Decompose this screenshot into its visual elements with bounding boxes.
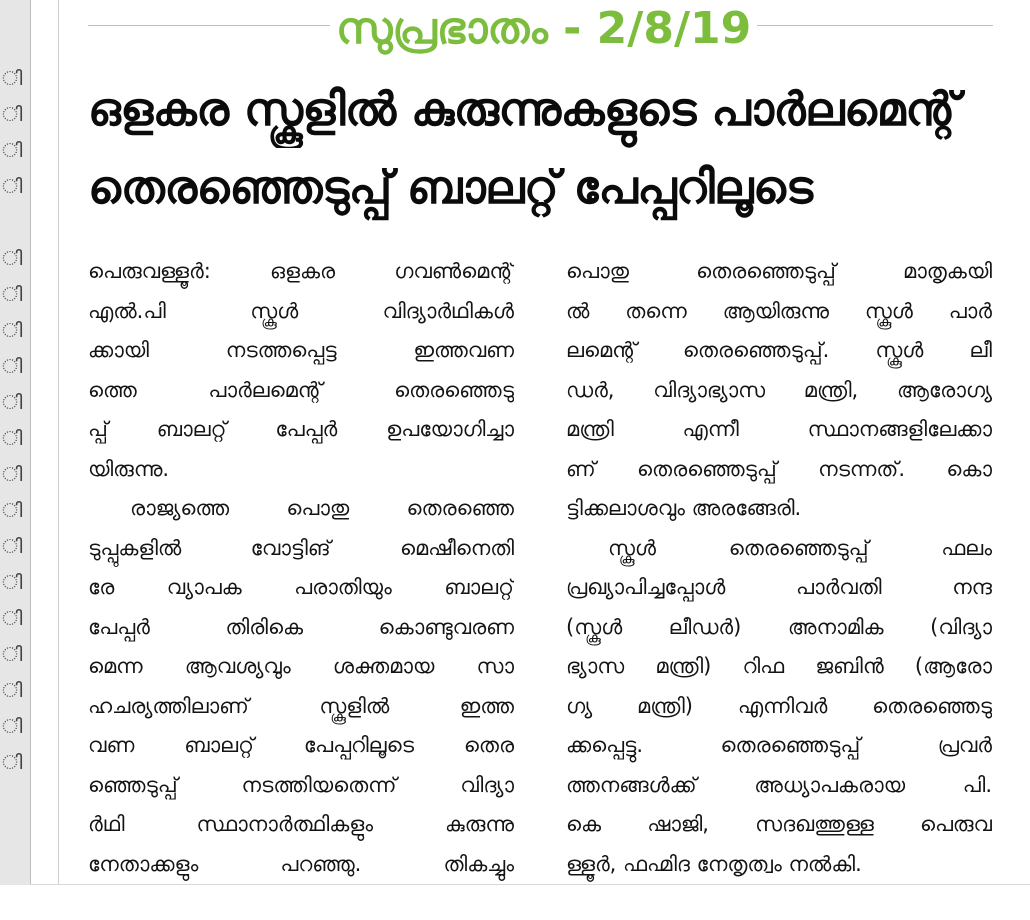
text-line: ണ് തെരഞ്ഞെടുപ്പ് നടന്നത്. കൊ xyxy=(566,456,992,481)
article-column-right xyxy=(566,252,992,884)
adjacent-page-strip xyxy=(0,0,31,885)
text-line: ത്തനങ്ങൾക്ക് അധ്യാപകരായ പി. xyxy=(566,772,992,797)
article-headline xyxy=(88,70,993,226)
text-line: പേപ്പർ തിരികെ കൊണ്ടുവരണ xyxy=(88,614,514,639)
text-line: മെന്ന ആവശ്യവും ശക്തമായ സാ xyxy=(88,654,514,678)
text-line: കെ ഷാജി, സദഖത്തുള്ള പെരുവ xyxy=(566,812,992,836)
text-line: ഗ്യ മന്ത്രി) എന്നിവർ തെരഞ്ഞെടു xyxy=(566,693,992,718)
adjacent-page-fragments: ി ി ി ി ി ി ി ി ി ി ി ി ി ി ി ി ി ി ി xyxy=(2,66,23,774)
text-line: ഡർ, വിദ്യാഭ്യാസ മന്ത്രി, ആരോഗ്യ xyxy=(566,377,992,402)
bottom-edge-rule xyxy=(30,884,1030,885)
text-line: ഹചര്യത്തിലാണ് സ്കൂളിൽ ഇത്ത xyxy=(88,693,514,718)
text-line: ക്കായി നടത്തപ്പെട്ട ഇത്തവണ xyxy=(88,338,514,362)
text-line: ത്തെ പാർലമെന്റ് തെരഞ്ഞെടു xyxy=(88,377,514,402)
headline-line-1: ഒളകര സ്കൂളിൽ കുരുന്നുകളുടെ പാർലമെന്റ് xyxy=(88,82,959,136)
text-line: രേ വ്യാപക പരാതിയും ബാലറ്റ് xyxy=(88,575,514,599)
column-divider xyxy=(58,0,59,885)
text-line: ഭ്യാസ മന്ത്രി) റിഫ ജബിൻ (ആരോ xyxy=(566,654,992,678)
newspaper-masthead-date: സുപ്രഭാതം - 2/8/19 xyxy=(330,0,757,58)
text-line: ട്ടിക്കലാശവും അരങ്ങേരി. xyxy=(566,496,802,520)
text-line: ലമെന്റ് തെരഞ്ഞെടുപ്പ്. സ്കൂൾ ലീ xyxy=(566,338,992,362)
text-line: രാജ്യത്തെ പൊതു തെരഞ്ഞെ xyxy=(130,496,514,520)
text-line: പ്പ് ബാലറ്റ് പേപ്പർ ഉപയോഗിച്ചാ xyxy=(88,417,514,441)
text-line: ൽ തന്നെ ആയിരുന്നു സ്കൂൾ പാർ xyxy=(566,298,992,323)
text-line: ർഥി സ്ഥാനാർത്ഥികളും കുരുന്നു xyxy=(88,812,514,836)
text-line: (സ്കൂൾ ലീഡർ) അനാമിക (വിദ്യാ xyxy=(566,614,992,639)
text-line: ഞ്ഞെടുപ്പ് നടത്തിയതെന്ന് വിദ്യാ xyxy=(88,772,514,797)
text-line: ള്ളൂർ, ഫഹ്മിദ നേതൃത്വം നൽകി. xyxy=(566,851,862,876)
text-line: ക്കപ്പെട്ടു. തെരഞ്ഞെടുപ്പ് പ്രവർ xyxy=(566,733,992,757)
headline-line-2: തെരഞ്ഞെടുപ്പ് ബാലറ്റ് പേപ്പറിലൂടെ xyxy=(88,160,813,214)
text-line: ടുപ്പുകളിൽ വോട്ടിങ് മെഷീനെതി xyxy=(88,535,514,560)
text-line: യിരുന്നു. xyxy=(88,456,170,481)
text-line: പൊതു തെരഞ്ഞെടുപ്പ് മാതൃകയി xyxy=(566,259,992,283)
text-line: എൽ.പി സ്കൂൾ വിദ്യാർഥികൾ xyxy=(88,298,514,323)
text-line: പ്രഖ്യാപിച്ചപ്പോൾ പാർവതി നന്ദ xyxy=(566,575,992,599)
text-line: വണ ബാലറ്റ് പേപ്പറിലൂടെ തെര xyxy=(88,733,514,757)
text-line: പെരുവള്ളൂർ: ഒളകര ഗവൺമെന്റ് xyxy=(88,259,514,283)
text-line: സ്കൂൾ തെരഞ്ഞെടുപ്പ് ഫലം xyxy=(608,535,992,560)
article-column-left xyxy=(88,252,514,884)
text-line: മന്ത്രി എന്നീ സ്ഥാനങ്ങളിലേക്കാ xyxy=(566,417,992,441)
text-line: നേതാക്കളും പറഞ്ഞു. തികച്ചും xyxy=(88,851,514,876)
